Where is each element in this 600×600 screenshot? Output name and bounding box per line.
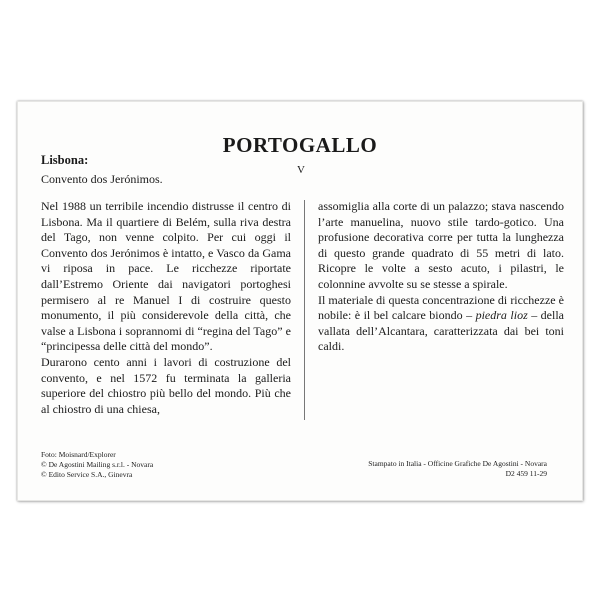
volume-numeral: V xyxy=(297,164,305,176)
product-code: D2 459 11-29 xyxy=(505,469,547,478)
paragraph-text: Il materiale di questa concentrazione di ricchezze è nobile: è il bel calcare biondo – xyxy=(318,292,564,323)
printer-line: Stampato in Italia - Officine Grafiche De Agostini - Novara xyxy=(368,459,547,468)
column-divider xyxy=(304,200,305,420)
subject-caption: Convento dos Jerónimos. xyxy=(41,172,163,186)
photo-credit: Foto: Moisnard/Explorer xyxy=(41,450,116,459)
paragraph xyxy=(318,293,564,355)
paragraph-text: – della vallata dell’Alcantara, caratterizzata dai bei toni caldi. xyxy=(318,308,564,354)
copyright-line: © Edito Service S.A., Ginevra xyxy=(41,470,133,479)
paragraph: Durarono cento anni i lavori di costruzione del convento, e nel 1572 fu terminata la galleria superiore del chiostro più bello del mondo. Più che al chiostro di una chiesa, xyxy=(41,354,291,416)
paragraph: Nel 1988 un terribile incendio distrusse il centro di Lisbona. Ma il quartiere di Belém, sulla riva destra del Tago, non venne colpito. Per cui oggi il Convento dos Jerónimos è intatto, e Vasco da Gama vi riposa in pace. Le ricchezze riportate dall’Estremo Oriente dai navigatori portoghesi permisero al re Manuel I di costruire questo monumento, il più considerevole della città, che valse a Lisbona i soprannomi di “regina del Tago” e “principessa delle città del mondo”. xyxy=(41,199,291,354)
photo-credits xyxy=(41,450,153,480)
page-title: PORTOGALLO xyxy=(222,133,378,157)
text-column-right xyxy=(318,199,564,355)
place-heading: Lisbona: xyxy=(41,153,89,167)
copyright-line: © De Agostini Mailing s.r.l. - Novara xyxy=(41,460,154,469)
paragraph: assomiglia alla corte di un palazzo; stava nascendo l’arte manuelina, nuovo stile tardo-gotico. Una profusione decorativa corre per tutta la lunghezza di questo grande quadrato di 55 metri di lato. Ricopre le volte a sesto acuto, i pilastri, le colonnine avvolte su se stesse a spirale. xyxy=(318,199,564,291)
printer-info xyxy=(368,459,547,479)
text-column-left xyxy=(41,199,291,417)
italic-term: piedra lioz xyxy=(475,308,528,323)
